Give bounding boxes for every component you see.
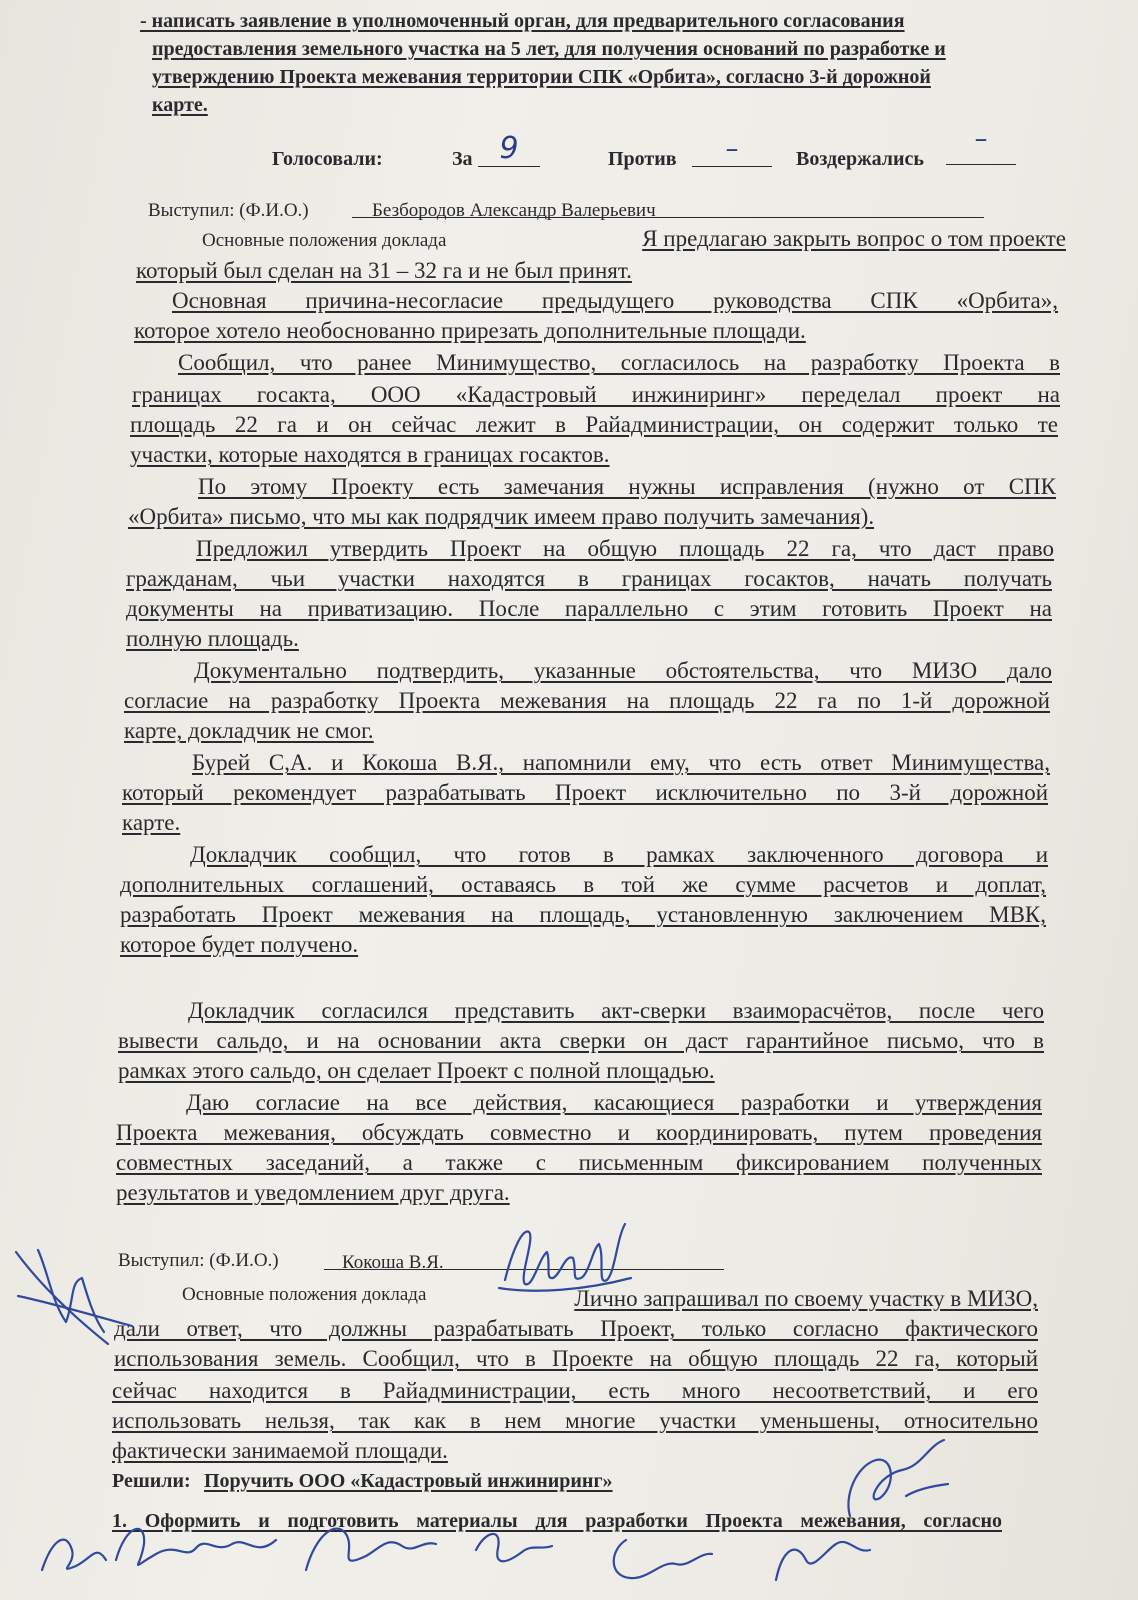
speaker2-report-label: Основные положения доклада (182, 1284, 427, 1305)
vote-abstain-label: Воздержались (796, 148, 925, 170)
vote-abstain-field (946, 126, 1016, 165)
speaker1-line: результатов и уведомлением друг друга. (116, 1180, 510, 1205)
intro-line-2: предоставления земельного участка на 5 лет, для получения оснований по разработке и (152, 38, 946, 60)
signatures-bottom-row (36, 1500, 916, 1600)
speaker1-line: которое хотело необоснованно прирезать дополнительные площади. (134, 318, 806, 343)
speaker1-line: полную площадь. (126, 626, 299, 651)
speaker1-line: участки, которые находятся в границах госактов. (130, 442, 610, 467)
speaker1-line: согласие на разработку Проекта межевания на площадь 22 га по 1-й дорожной (124, 688, 1050, 713)
speaker1-line: вывести сальдо, и на основании акта сверки он даст гарантийное письмо, что в (118, 1028, 1044, 1053)
speaker1-report-label: Основные положения доклада (202, 230, 447, 251)
speaker1-line: Документально подтвердить, указанные обстоятельства, что МИЗО дало (194, 658, 1052, 683)
speaker1-line: Бурей С,А. и Кокоша В.Я., напомнили ему, что есть ответ Минимущества, (192, 750, 1050, 775)
speaker1-line: документы на приватизацию. После параллельно с этим готовить Проект на (126, 596, 1052, 621)
speaker1-line: карте, докладчик не смог. (124, 718, 374, 743)
decision-text: Поручить ООО «Кадастровый инжиниринг» (204, 1470, 613, 1492)
speaker1-name-field (352, 198, 984, 224)
intro-line-3: утверждению Проекта межевания территории СПК «Орбита», согласно 3-й дорожной (152, 66, 931, 88)
vote-for-value: 9 (499, 131, 519, 166)
speaker1-line: Проекта межевания, обсуждать совместно и координировать, путем проведения (116, 1120, 1042, 1145)
vote-against-field (692, 136, 772, 167)
speaker2-line: дали ответ, что должны разрабатывать Проект, только согласно фактического (114, 1316, 1038, 1341)
vote-label: Голосовали: (272, 148, 383, 170)
decision-item-1: 1. Оформить и подготовить материалы для разработки Проекта межевания, согласно (112, 1510, 1002, 1532)
speaker1-line: площадь 22 га и он сейчас лежит в Райадминистрации, он содержит только те (130, 412, 1058, 437)
signature-margin (8, 1242, 138, 1352)
speaker1-line: рамках этого сальдо, он сделает Проект с полной площадью. (118, 1058, 715, 1083)
vote-for-label: За (452, 148, 473, 170)
speaker1-line: которое будет получено. (120, 932, 359, 957)
vote-abstain-value: – (974, 124, 988, 154)
signature-kokosha (495, 1218, 635, 1308)
speaker2-name: Кокоша В.Я. (342, 1252, 444, 1273)
speaker2-line: использовать нельзя, так как в нем многие участки уменьшены, относительно (112, 1408, 1038, 1433)
speaker1-line: дополнительных соглашений, оставаясь в той же сумме расчетов и доплат, (120, 872, 1046, 897)
speaker1-line: который был сделан на 31 – 32 га и не был принят. (136, 258, 632, 283)
speaker1-line: который рекомендует разрабатывать Проект исключительно по 3-й дорожной (122, 780, 1048, 805)
speaker1-line: Докладчик согласился представить акт-сверки взаиморасчётов, после чего (188, 998, 1044, 1023)
intro-line-4: карте. (152, 94, 208, 116)
speaker2-line: Лично запрашивал по своему участку в МИЗО, (574, 1286, 1038, 1311)
vote-against-label: Против (608, 148, 677, 170)
intro-line-1: - написать заявление в уполномоченный орган, для предварительного согласования (140, 10, 905, 32)
decision-label: Решили: (112, 1470, 191, 1492)
speaker1-line: разработать Проект межевания на площадь, установленную заключением МВК, (120, 902, 1046, 927)
speaker2-line: сейчас находится в Райадминистрации, есть много несоответствий, и его (112, 1378, 1038, 1403)
speaker1-line: По этому Проекту есть замечания нужны исправления (нужно от СПК (198, 474, 1056, 499)
speaker1-label: Выступил: (Ф.И.О.) (148, 200, 309, 221)
speaker1-line: Сообщил, что ранее Минимущество, согласилось на разработку Проекта в (178, 350, 1060, 375)
speaker1-line: Основная причина-несогласие предыдущего руководства СПК «Орбита», (172, 288, 1058, 313)
speaker1-line: совместных заседаний, а также с письменным фиксированием полученных (116, 1150, 1042, 1175)
vote-for-field (478, 131, 540, 167)
speaker1-line: Докладчик сообщил, что готов в рамках заключенного договора и (190, 842, 1048, 867)
speaker2-line: использования земель. Сообщил, что в Проекте на общую площадь 22 га, который (114, 1346, 1038, 1371)
speaker1-name: Безбородов Александр Валерьевич (372, 200, 656, 221)
speaker1-line: «Орбита» письмо, что мы как подрядчик имеем право получить замечания). (128, 504, 875, 529)
vote-against-value: – (725, 134, 739, 164)
speaker1-line: карте. (122, 810, 181, 835)
speaker1-line: Даю согласие на все действия, касающиеся разработки и утверждения (186, 1090, 1042, 1115)
speaker1-line: Предложил утвердить Проект на общую площадь 22 га, что даст право (196, 536, 1054, 561)
speaker1-line: границах госакта, ООО «Кадастровый инжиниринг» переделал проект на (132, 382, 1060, 407)
speaker1-line: Я предлагаю закрыть вопрос о том проекте (642, 226, 1066, 251)
speaker1-line: гражданам, чьи участки находятся в границах госактов, начать получать (126, 566, 1052, 591)
speaker2-line: фактически занимаемой площади. (112, 1438, 448, 1463)
speaker2-label: Выступил: (Ф.И.О.) (118, 1250, 279, 1271)
